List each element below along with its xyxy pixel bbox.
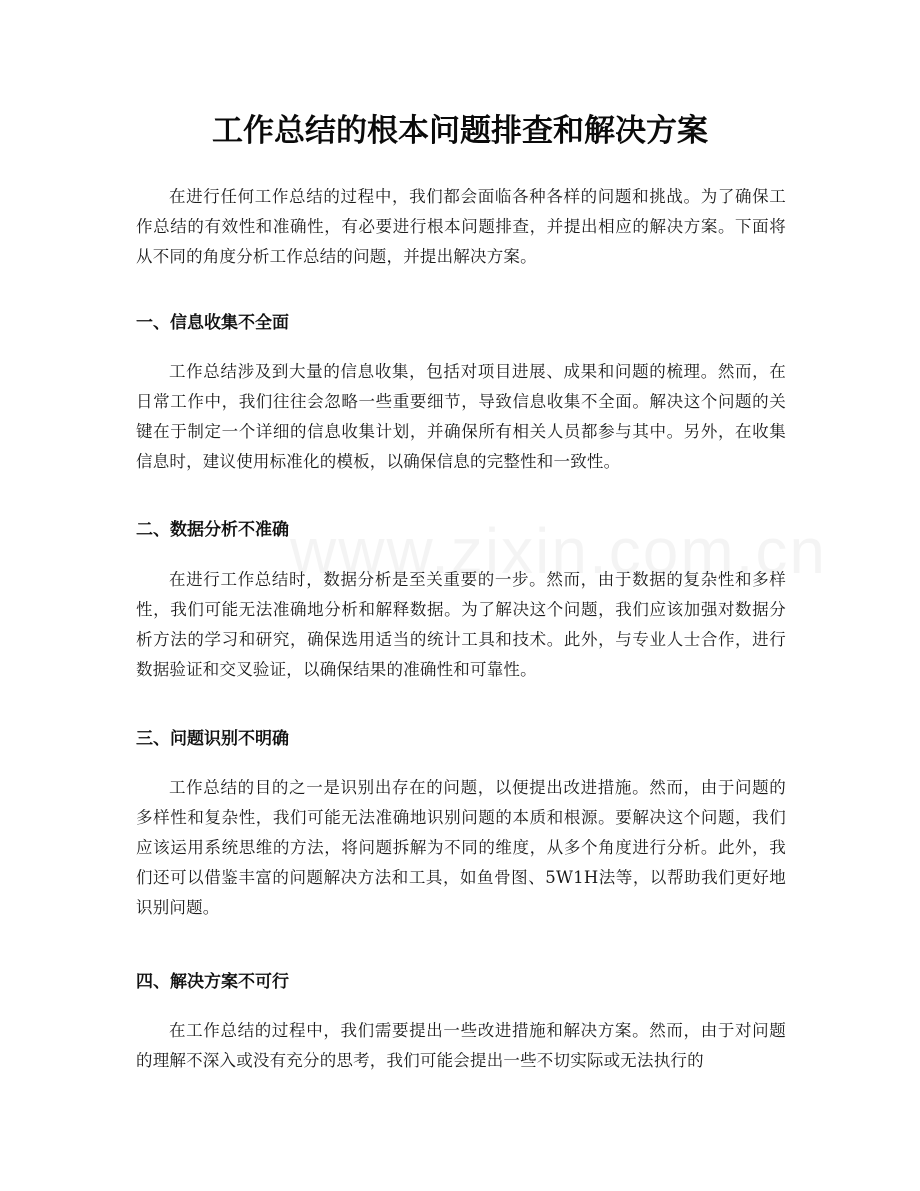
- section-2-heading: 二、数据分析不准确: [136, 520, 289, 540]
- intro-paragraph: 在进行任何工作总结的过程中，我们都会面临各种各样的问题和挑战。为了确保工作总结的有效性和准确性，有必要进行根本问题排查，并提出相应的解决方案。下面将从不同的角度分析工作总结的问题，并提出解决方案。: [136, 187, 786, 266]
- section-3-body: 工作总结的目的之一是识别出存在的问题，以便提出改进措施。然而，由于问题的多样性和复杂性，我们可能无法准确地识别问题的本质和根源。要解决这个问题，我们应该运用系统思维的方法，将问题拆解为不同的维度，从多个角度进行分析。此外，我们还可以借鉴丰富的问题解决方法和工具，如鱼骨图、5W1H法等，以帮助我们更好地识别问题。: [136, 778, 786, 917]
- section-1-heading: 一、信息收集不全面: [136, 313, 289, 333]
- section-4-heading: 四、解决方案不可行: [136, 972, 289, 992]
- section-3-heading: 三、问题识别不明确: [136, 729, 289, 749]
- section-1-body: 工作总结涉及到大量的信息收集，包括对项目进展、成果和问题的梳理。然而，在日常工作中，我们往往会忽略一些重要细节，导致信息收集不全面。解决这个问题的关键在于制定一个详细的信息收集计划，并确保所有相关人员都参与其中。另外，在收集信息时，建议使用标准化的模板，以确保信息的完整性和一致性。: [136, 362, 786, 471]
- section-4-body: 在工作总结的过程中，我们需要提出一些改进措施和解决方案。然而，由于对问题的理解不深入或没有充分的思考，我们可能会提出一些不切实际或无法执行的: [136, 1021, 786, 1070]
- section-2-body: 在进行工作总结时，数据分析是至关重要的一步。然而，由于数据的复杂性和多样性，我们可能无法准确地分析和解释数据。为了解决这个问题，我们应该加强对数据分析方法的学习和研究，确保选用适当的统计工具和技术。此外，与专业人士合作，进行数据验证和交叉验证，以确保结果的准确性和可靠性。: [136, 570, 786, 679]
- document-title: 工作总结的根本问题排查和解决方案: [212, 113, 708, 149]
